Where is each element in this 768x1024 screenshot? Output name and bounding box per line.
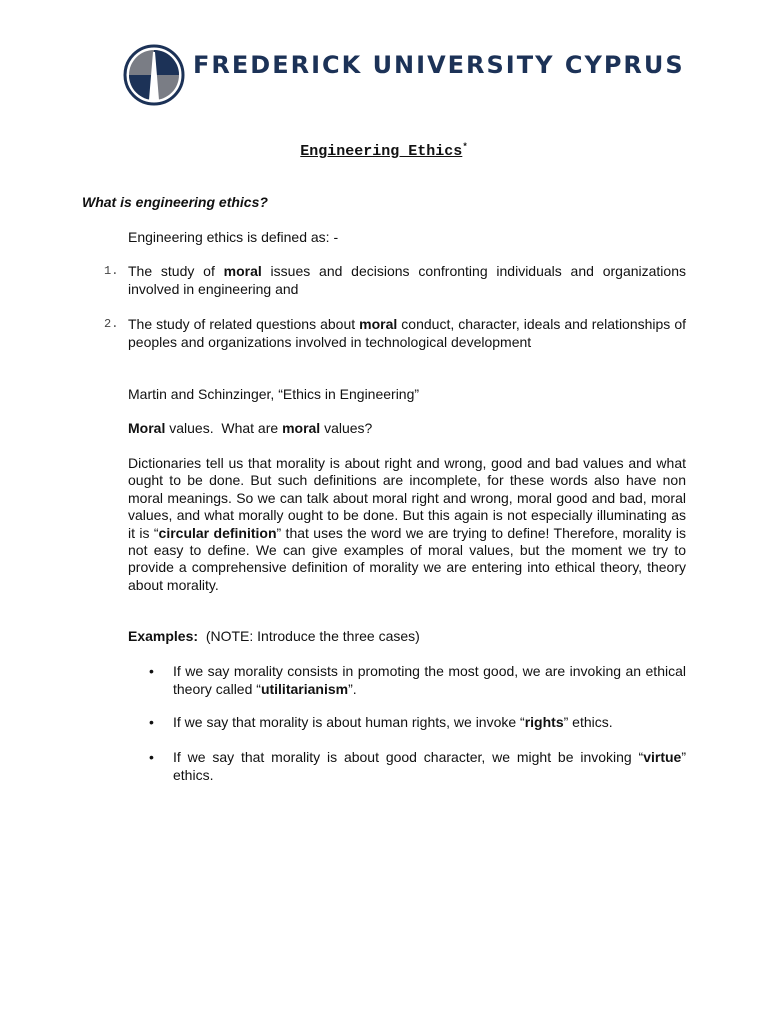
bold-text: moral	[359, 316, 398, 332]
bullet-item-3	[149, 749, 686, 784]
bullet-icon: •	[149, 663, 154, 679]
text: The study of related questions about	[128, 316, 360, 332]
bullet-item-1	[149, 663, 686, 698]
bold-text: rights	[524, 714, 564, 730]
text: ” ethics.	[173, 749, 686, 783]
moral-values-line	[128, 420, 686, 438]
document-title	[0, 139, 768, 161]
examples-note: (NOTE: Introduce the three cases)	[198, 628, 420, 644]
bold-text: utilitarianism	[260, 680, 349, 697]
morality-paragraph	[128, 455, 686, 594]
examples-label: Examples:	[128, 628, 199, 644]
text: values?	[320, 420, 373, 436]
university-logo	[123, 44, 685, 106]
text: Dictionaries tell us that morality is about right and wrong, good and bad values and what ought to be done. But such definitions are incomplete, for these words also have non moral meanings. So we can talk about moral right and wrong, moral good and bad, moral values, and what morally ought to be done. But this again is not especially illuminating as it is “	[128, 455, 686, 541]
text: If we say that morality is about human rights, we invoke “	[173, 714, 525, 730]
text: values. What are	[165, 420, 283, 436]
title-text: Engineering Ethics	[300, 143, 463, 160]
footnote-marker: *	[462, 142, 468, 152]
intro-text: Engineering ethics is defined as: -	[128, 229, 339, 245]
bold-text: circular definition	[158, 524, 277, 541]
university-emblem-icon	[123, 44, 185, 106]
item-number: 1.	[104, 264, 119, 278]
bold-text: moral	[223, 263, 262, 279]
bullet-item-2	[149, 714, 686, 732]
text: ”.	[348, 680, 357, 697]
text: issues and decisions confronting individuals and organizations involved in engineering and	[128, 263, 686, 297]
item-number: 2.	[104, 317, 119, 331]
bold-text: moral	[282, 420, 321, 436]
bullet-icon: •	[149, 749, 154, 765]
text: The study of	[128, 263, 224, 279]
text: ” that uses the word we are trying to define! Therefore, morality is not easy to define. We can give examples of moral values, but the moment we try to provide a comprehensive definition of morality we are entering into ethical theory, theory about morality.	[128, 524, 687, 593]
bold-text: Moral	[128, 420, 166, 436]
logo-text: FREDERICK UNIVERSITY CYPRUS	[193, 51, 685, 79]
bold-text: virtue	[643, 749, 682, 765]
definition-item-2	[104, 316, 687, 351]
citation: Martin and Schinzinger, “Ethics in Engineering”	[128, 386, 420, 402]
text: If we say that morality is about good character, we might be invoking “	[173, 749, 644, 765]
examples-line	[128, 628, 686, 646]
definition-item-1	[104, 263, 686, 298]
text: conduct, character, ideals and relationships of peoples and organizations involved in technological development	[128, 316, 687, 350]
text: If we say morality consists in promoting the most good, we are invoking an ethical theory called “	[173, 663, 686, 697]
bullet-icon: •	[149, 714, 154, 730]
text: ” ethics.	[563, 714, 613, 730]
section-heading: What is engineering ethics?	[82, 194, 268, 210]
